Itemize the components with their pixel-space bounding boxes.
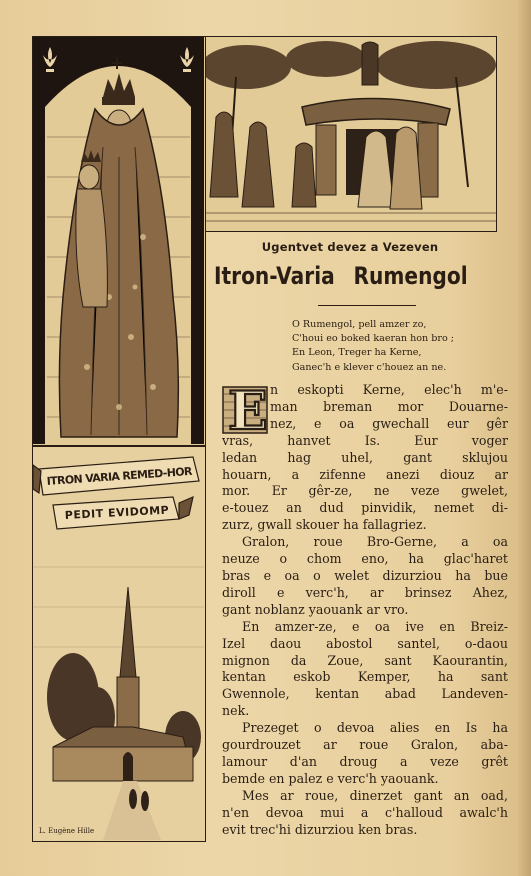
body-line: neuze o chom eno, ha glac'haret bbox=[222, 551, 508, 567]
body-line: nez, e oa gwechall eur gêr bbox=[270, 415, 508, 431]
body-line: man breman mor Douarne- bbox=[270, 398, 508, 414]
verse-line: Ganec'h e klever c'houez an ne. bbox=[292, 361, 447, 373]
body-line: Mes ar roue, dinerzet gant an oad, bbox=[242, 787, 508, 803]
body-line: gant noblanz yaouank ar vro. bbox=[222, 601, 409, 617]
body-line: e-touez an dud pinvidik, nemet di- bbox=[222, 500, 508, 516]
body-line: Gwennole, kentan abad Landeven- bbox=[222, 686, 508, 702]
banner-line-1: ITRON VARIA REMED-HOR bbox=[46, 464, 193, 488]
verse-line: En Leon, Treger ha Kerne, bbox=[292, 347, 422, 359]
body-line: gourdrouzet ar roue Gralon, aba- bbox=[222, 737, 508, 753]
drop-cap-letter: E bbox=[228, 386, 268, 434]
page-title: Itron-Varia Rumengol bbox=[214, 262, 468, 290]
body-line: vras, hanvet Is. Eur voger bbox=[222, 432, 508, 448]
body-line: ledan hag uhel, gant sklujou bbox=[222, 449, 508, 465]
verse-line: C'houi eo boked kaeran hon bro ; bbox=[292, 333, 455, 345]
body-line: Gralon, roue Bro-Gerne, a oa bbox=[242, 534, 508, 550]
body-line: nek. bbox=[222, 703, 250, 719]
article-body bbox=[222, 382, 508, 838]
body-line: bras e oa o welet dizurziou ha bue bbox=[222, 567, 508, 583]
verse-block bbox=[292, 318, 502, 375]
body-line: houarn, a zifenne anezi diouz ar bbox=[222, 466, 508, 482]
banner-line-2: PEDIT EVIDOMP bbox=[64, 503, 170, 522]
body-line: diroll e verc'h, ar brinsez Ahez, bbox=[222, 584, 508, 600]
body-line: En amzer-ze, e oa ive en Breiz- bbox=[242, 618, 508, 634]
body-line: n eskopti Kerne, elec'h m'e- bbox=[270, 382, 508, 397]
body-line: mignon da Zoue, sant Kaourantin, bbox=[222, 652, 508, 668]
body-line: kentan eskob Kemper, ha sant bbox=[222, 669, 508, 685]
body-line: lamour d'an droug a veze grêt bbox=[222, 753, 508, 769]
body-line: zurz, gwall skouer ha fallagriez. bbox=[222, 517, 427, 533]
madonna-illustration bbox=[32, 36, 206, 446]
church-illustration bbox=[32, 446, 206, 842]
title-rule bbox=[318, 305, 416, 306]
body-line: evit trec'hi dizurziou ken bras. bbox=[222, 821, 418, 837]
dolmen-scene-illustration bbox=[206, 36, 497, 232]
engraver-signature: L. Eugène Hille bbox=[39, 827, 95, 835]
body-line: mor. Er gêr-ze, ne veze gwelet, bbox=[222, 483, 508, 499]
body-line: Izel daou abostol santel, o-daou bbox=[222, 635, 508, 651]
body-line: n'en devoa mui a c'halloud awalc'h bbox=[222, 804, 508, 820]
verse-line: O Rumengol, pell amzer zo, bbox=[292, 319, 427, 330]
page-edge-shadow bbox=[517, 0, 531, 876]
body-line: bemde en palez e verc'h yaouank. bbox=[222, 770, 439, 786]
body-line: Prezeget o devoa alies en Is ha bbox=[242, 720, 508, 736]
section-subtitle: Ugentvet devez a Vezeven bbox=[261, 240, 439, 254]
